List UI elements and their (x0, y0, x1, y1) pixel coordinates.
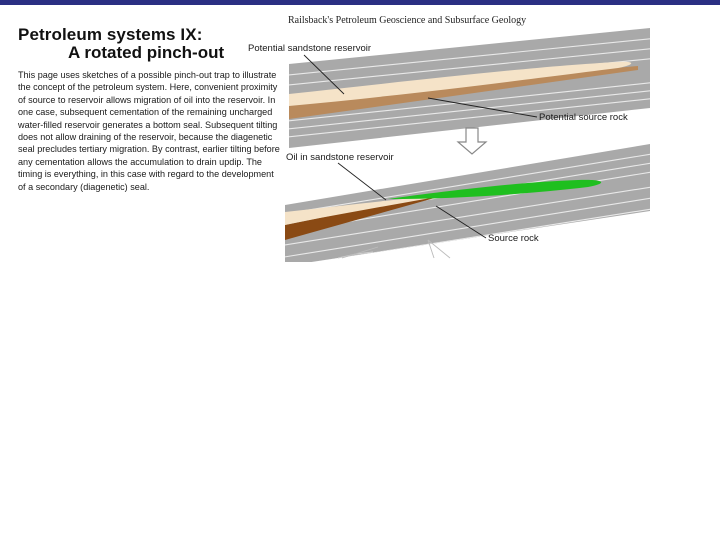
pinch-out-diagram (238, 22, 720, 262)
body-paragraph: This page uses sketches of a possible pinch-out trap to illustrate the concept of the petroleum system. Here, convenient proximity of source to reservoir allows migration of oil into the reservoir. In one case, subsequent cementation of the remaining uncharged water-filled reservoir generates a bottom seal. Subsequent tilting does not allow draining of the reservoir, because the diagenetic seal precludes tertiary migration. By contrast, earlier tilting before any cementation allows the accumulation to drain updip. The timing is everything, in this case with regard to the development of a secondary (diagenetic) seal. (18, 70, 280, 192)
label-potential-reservoir: Potential sandstone reservoir (248, 43, 372, 54)
label-potential-source: Potential source rock (539, 112, 628, 123)
slide-title: Petroleum systems IX: (18, 25, 203, 44)
slide-subtitle: A rotated pinch-out (68, 43, 225, 62)
label-oil-reservoir: Oil in sandstone reservoir (286, 152, 394, 163)
source-credit: Railsback's Petroleum Geoscience and Subsurface Geology (288, 15, 527, 26)
down-arrow-icon (458, 128, 486, 154)
label-source-rock: Source rock (488, 233, 539, 244)
